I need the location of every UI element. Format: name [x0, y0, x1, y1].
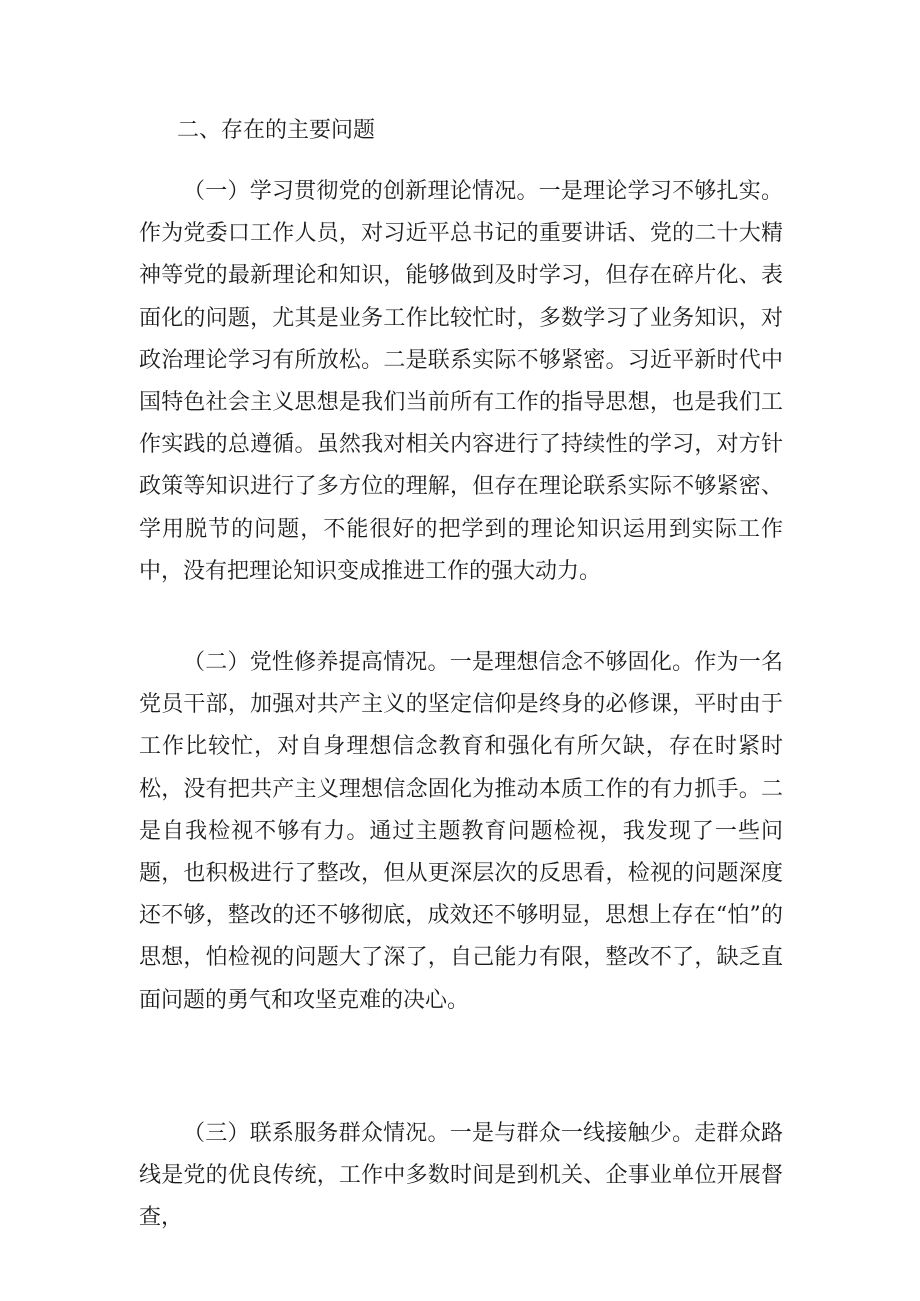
- paragraph-party-spirit: （二）党性修养提高情况。一是理想信念不够固化。作为一名党员干部，加强对共产主义的坚定信仰是终身的必修课，平时由于工作比较忙，对自身理想信念教育和强化有所欠缺，存在时紧时松，没有把共产主义理想信念固化为推动本质工作的有力抓手。二是自我检视不够有力。通过主题教育问题检视，我发现了一些问题，也积极进行了整改，但从更深层次的反思看，检视的问题深度还不够，整改的还不够彻底，成效还不够明显，思想上存在“怕”的思想，怕检视的问题大了深了，自己能力有限，整改不了，缺乏直面问题的勇气和攻坚克难的决心。: [139, 650, 783, 1013]
- section-heading: 二、存在的主要问题: [177, 118, 376, 143]
- paragraph-study-theory: （一）学习贯彻党的创新理论情况。一是理论学习不够扎实。作为党委口工作人员，对习近平总书记的重要讲话、党的二十大精神等党的最新理论和知识，能够做到及时学习，但存在碎片化、表面化的问题，尤其是业务工作比较忙时，多数学习了业务知识，对政治理论学习有所放松。二是联系实际不够紧密。习近平新时代中国特色社会主义思想是我们当前所有工作的指导思想，也是我们工作实践的总遵循。虽然我对相关内容进行了持续性的学习，对方针政策等知识进行了多方位的理解，但存在理论联系实际不够紧密、学用脱节的问题，不能很好的把学到的理论知识运用到实际工作中，没有把理论知识变成推进工作的强大动力。: [139, 179, 783, 584]
- paragraph-serve-masses: （三）联系服务群众情况。一是与群众一线接触少。走群众路线是党的优良传统，工作中多数时间是到机关、企事业单位开展督查，: [139, 1121, 783, 1231]
